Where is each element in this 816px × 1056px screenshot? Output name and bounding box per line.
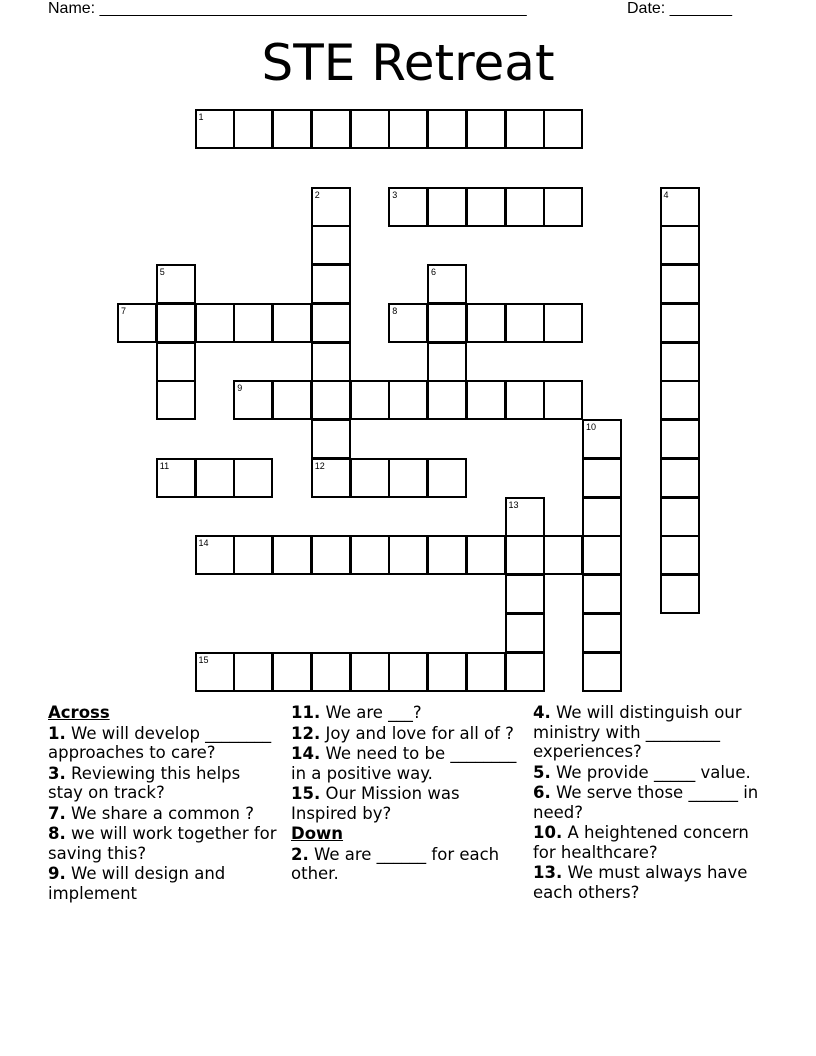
clue-number: 3. [48, 763, 66, 783]
grid-cell[interactable] [311, 419, 351, 459]
grid-cell[interactable] [660, 380, 700, 420]
page-title: STE Retreat [261, 34, 555, 92]
grid-cell[interactable] [660, 187, 700, 227]
grid-cell[interactable] [272, 535, 312, 575]
grid-cell[interactable] [582, 652, 622, 692]
clue-text: We are ___? [320, 703, 422, 722]
grid-cell[interactable] [350, 535, 390, 575]
clue-number: 5. [533, 762, 551, 782]
clue-number: 1. [48, 723, 66, 743]
clue-text: We will develop ________ approaches to care? [48, 723, 272, 762]
clue-item [48, 864, 280, 903]
cell-number: 2 [314, 189, 320, 200]
clue-number: 9. [48, 864, 66, 883]
grid-cell[interactable] [660, 574, 700, 614]
clue-text: We serve those ______ in need? [533, 783, 759, 822]
cell-number: 11 [159, 460, 170, 471]
clue-text: We need to be ________ in a positive way. [291, 744, 517, 783]
grid-cell[interactable] [505, 303, 545, 343]
down-heading: Down [291, 824, 344, 843]
grid-cell[interactable] [350, 652, 390, 692]
grid-cell[interactable] [311, 187, 351, 227]
grid-cell[interactable] [505, 652, 545, 692]
clue-number: 8. [48, 824, 66, 843]
grid-cell[interactable] [660, 535, 700, 575]
clue-number: 14. [291, 744, 321, 763]
grid-cell[interactable] [117, 303, 157, 343]
grid-cell[interactable] [388, 535, 428, 575]
grid-cell[interactable] [311, 303, 351, 343]
grid-cell[interactable] [582, 419, 622, 459]
grid-cell[interactable] [427, 458, 467, 498]
grid-cell[interactable] [156, 342, 196, 382]
grid-cell[interactable] [195, 303, 235, 343]
clue-item [533, 863, 773, 902]
cell-number: 14 [198, 538, 209, 549]
grid-cell[interactable] [660, 342, 700, 382]
clue-item [533, 823, 773, 862]
grid-cell[interactable] [233, 458, 273, 498]
clues-column-3 [533, 703, 773, 903]
clue-text: We will distinguish our ministry with _________ experiences? [533, 703, 742, 761]
grid-cell[interactable] [466, 187, 506, 227]
grid-cell[interactable] [660, 264, 700, 304]
grid-cell[interactable] [505, 497, 545, 537]
grid-cell[interactable] [272, 109, 312, 149]
clue-item [48, 804, 280, 824]
clue-text: We will design and implement [48, 864, 226, 903]
date-field[interactable]: Date: _______ [627, 0, 732, 17]
clue-text: We provide _____ value. [550, 762, 751, 782]
grid-cell[interactable] [311, 380, 351, 420]
grid-cell[interactable] [195, 458, 235, 498]
cell-number: 1 [198, 112, 204, 122]
grid-cell[interactable] [388, 303, 428, 343]
grid-cell[interactable] [466, 303, 506, 343]
clue-text: A heightened concern for healthcare? [533, 823, 749, 862]
grid-cell[interactable] [311, 109, 351, 149]
clue-text: We must always have each others? [533, 863, 748, 902]
grid-cell[interactable] [156, 380, 196, 420]
grid-cell[interactable] [505, 613, 545, 653]
cell-number: 7 [121, 305, 127, 316]
grid-cell[interactable] [350, 380, 390, 420]
grid-cell[interactable] [156, 303, 196, 343]
grid-cell[interactable] [233, 109, 273, 149]
cell-number: 5 [159, 267, 165, 277]
grid-cell[interactable] [582, 535, 622, 575]
grid-cell[interactable] [660, 225, 700, 265]
grid-cell[interactable] [582, 574, 622, 614]
clue-number: 13. [533, 863, 563, 882]
grid-cell[interactable] [311, 652, 351, 692]
grid-cell[interactable] [311, 264, 351, 304]
cell-number: 12 [314, 460, 325, 471]
grid-cell[interactable] [427, 187, 467, 227]
clues-column-2 [291, 703, 523, 885]
clue-number: 6. [533, 783, 551, 802]
grid-cell[interactable] [543, 303, 583, 343]
grid-cell[interactable] [543, 380, 583, 420]
clue-number: 4. [533, 703, 551, 722]
clue-item [533, 783, 773, 822]
grid-cell[interactable] [195, 109, 235, 149]
clue-item [291, 724, 523, 744]
grid-cell[interactable] [505, 109, 545, 149]
grid-cell[interactable] [505, 187, 545, 227]
grid-cell[interactable] [427, 342, 467, 382]
grid-cell[interactable] [388, 187, 428, 227]
grid-cell[interactable] [543, 187, 583, 227]
clue-number: 7. [48, 803, 66, 823]
grid-cell[interactable] [582, 497, 622, 537]
clue-item [291, 703, 523, 723]
clue-item [533, 703, 773, 762]
grid-cell[interactable] [660, 458, 700, 498]
clue-number: 2. [291, 844, 309, 864]
grid-cell[interactable] [660, 303, 700, 343]
grid-cell[interactable] [427, 535, 467, 575]
cell-number: 9 [237, 383, 243, 394]
grid-cell[interactable] [505, 574, 545, 614]
grid-cell[interactable] [388, 458, 428, 498]
grid-cell[interactable] [427, 652, 467, 692]
grid-cell[interactable] [505, 380, 545, 420]
clue-item [291, 784, 523, 823]
clue-item [291, 845, 523, 884]
clue-number: 11. [291, 703, 321, 722]
grid-cell[interactable] [466, 535, 506, 575]
cell-number: 8 [392, 305, 398, 316]
clue-number: 12. [291, 723, 321, 743]
clue-item [48, 724, 280, 763]
grid-cell[interactable] [233, 303, 273, 343]
clue-text: Joy and love for all of ? [320, 723, 514, 743]
grid-cell[interactable] [543, 535, 583, 575]
grid-cell[interactable] [388, 652, 428, 692]
clues-column-1 [48, 703, 280, 904]
clue-number: 15. [291, 784, 321, 803]
grid-cell[interactable] [505, 535, 545, 575]
grid-cell[interactable] [156, 264, 196, 304]
grid-cell[interactable] [582, 613, 622, 653]
cell-number: 10 [586, 422, 597, 432]
grid-cell[interactable] [660, 497, 700, 537]
grid-cell[interactable] [233, 535, 273, 575]
clue-text: we will work together for saving this? [48, 824, 277, 863]
grid-cell[interactable] [350, 458, 390, 498]
grid-cell[interactable] [311, 342, 351, 382]
name-field[interactable]: Name: ________________________________________________ [48, 0, 527, 17]
grid-cell[interactable] [466, 109, 506, 149]
grid-cell[interactable] [233, 652, 273, 692]
grid-cell[interactable] [311, 225, 351, 265]
grid-cell[interactable] [388, 109, 428, 149]
grid-cell[interactable] [427, 109, 467, 149]
grid-cell[interactable] [660, 419, 700, 459]
clue-text: Reviewing this helps stay on track? [48, 763, 241, 802]
across-heading: Across [48, 703, 110, 722]
grid-cell[interactable] [543, 109, 583, 149]
cell-number: 6 [431, 267, 437, 277]
grid-cell[interactable] [272, 303, 312, 343]
grid-cell[interactable] [233, 380, 273, 420]
grid-cell[interactable] [311, 535, 351, 575]
clue-text: We are ______ for each other. [291, 844, 500, 883]
clue-item [533, 763, 773, 783]
clue-item [48, 764, 280, 803]
grid-cell[interactable] [388, 380, 428, 420]
clue-text: Our Mission was Inspired by? [291, 784, 460, 823]
grid-cell[interactable] [272, 380, 312, 420]
grid-cell[interactable] [195, 535, 235, 575]
cell-number: 15 [198, 654, 209, 665]
grid-cell[interactable] [272, 652, 312, 692]
grid-cell[interactable] [156, 458, 196, 498]
grid-cell[interactable] [466, 380, 506, 420]
grid-cell[interactable] [427, 264, 467, 304]
clue-item [48, 824, 280, 863]
grid-cell[interactable] [427, 303, 467, 343]
grid-cell[interactable] [195, 652, 235, 692]
clue-item [291, 744, 523, 783]
clue-number: 10. [533, 823, 563, 842]
grid-cell[interactable] [582, 458, 622, 498]
grid-cell[interactable] [427, 380, 467, 420]
cell-number: 4 [663, 189, 669, 200]
grid-cell[interactable] [311, 458, 351, 498]
cell-number: 13 [508, 499, 519, 510]
grid-cell[interactable] [350, 109, 390, 149]
grid-cell[interactable] [466, 652, 506, 692]
clue-text: We share a common ? [65, 803, 254, 823]
cell-number: 3 [392, 189, 398, 200]
